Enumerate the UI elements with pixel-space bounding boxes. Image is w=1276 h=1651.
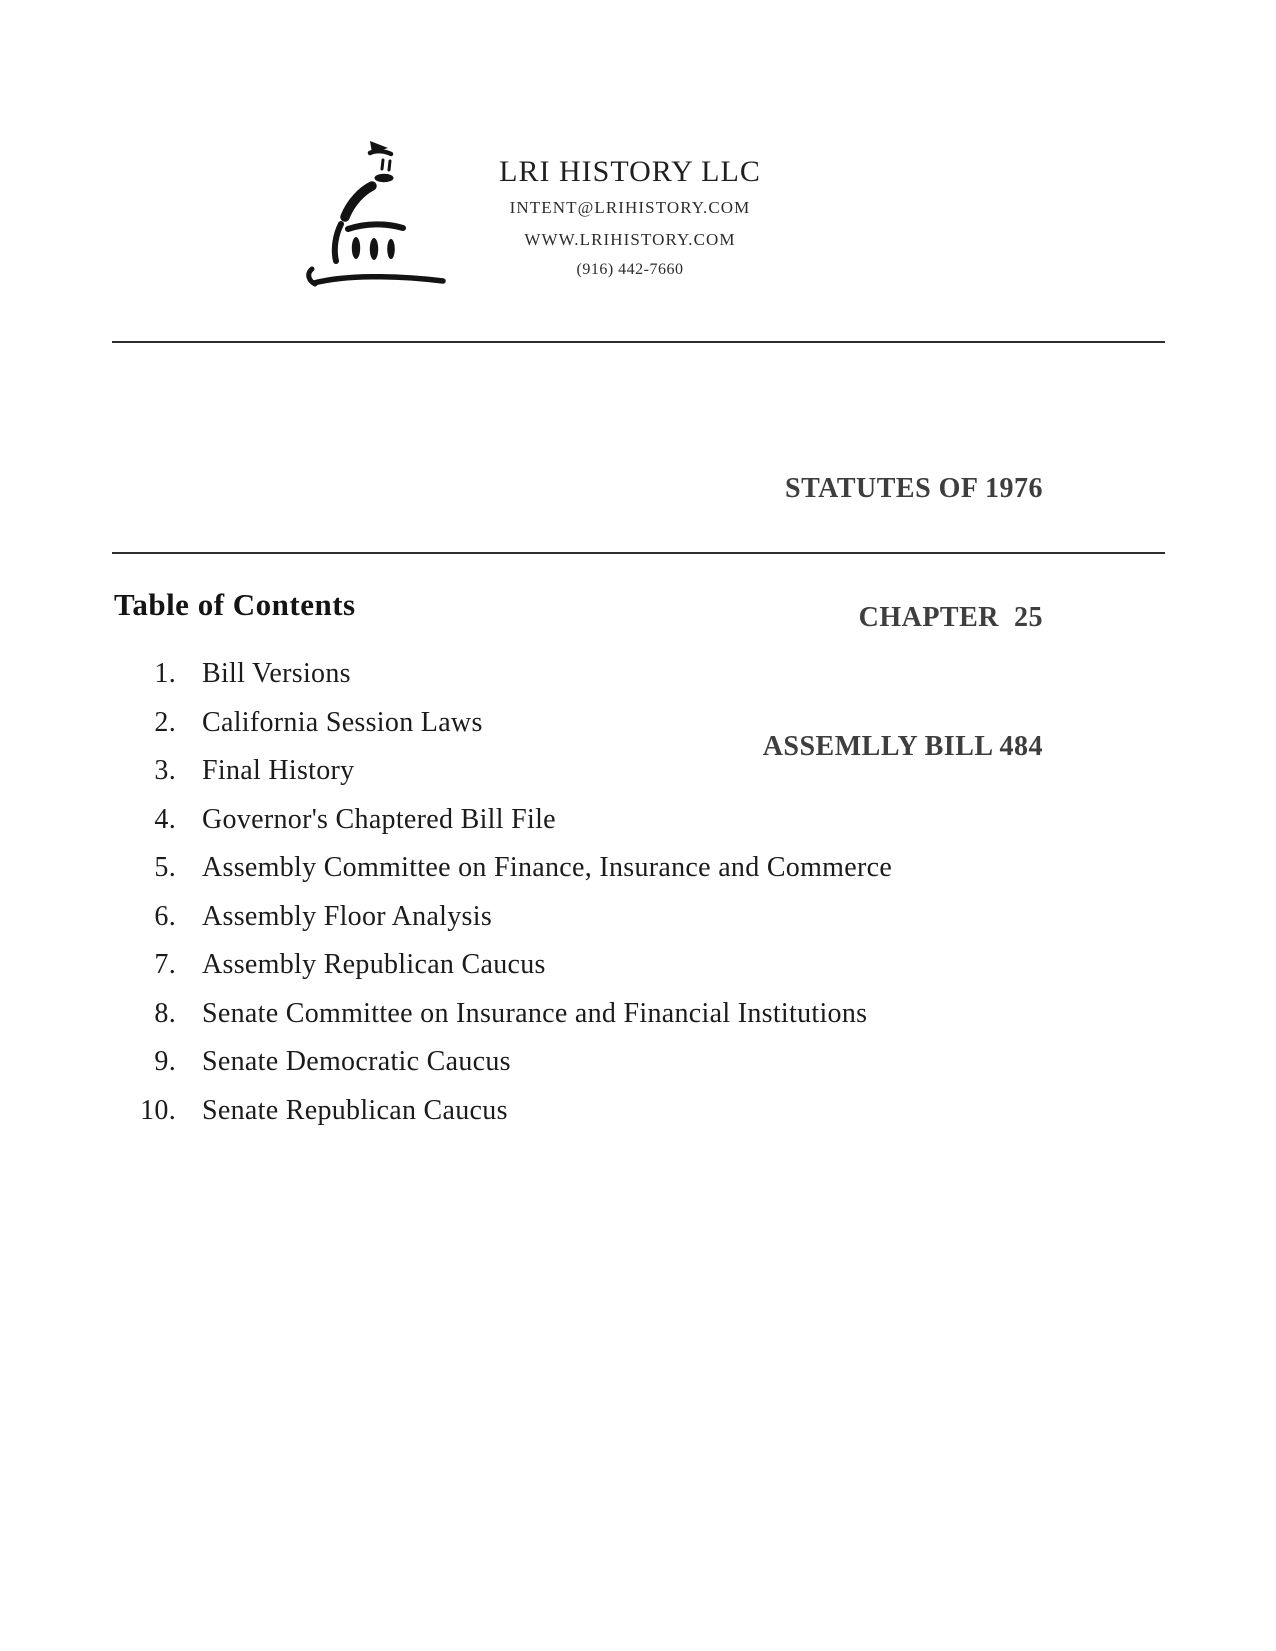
- list-item: [114, 941, 1114, 990]
- list-item-number: 9.: [154, 1046, 176, 1077]
- toc-heading: Table of Contents: [114, 587, 356, 622]
- list-item-label: Senate Democratic Caucus: [202, 1046, 511, 1077]
- list-item-number: 10.: [140, 1094, 176, 1126]
- statute-line-statutes: STATUTES OF 1976: [785, 473, 1043, 504]
- list-item-label: Senate Republican Caucus: [202, 1094, 508, 1126]
- list-item-label: California Session Laws: [202, 706, 483, 738]
- list-item: [114, 1087, 1114, 1136]
- list-item-label: Bill Versions: [202, 658, 351, 689]
- list-item-label: Assembly Republican Caucus: [202, 949, 546, 980]
- list-item-label: Final History: [202, 755, 355, 786]
- list-item-number: 7.: [154, 949, 176, 980]
- list-item: [114, 747, 1114, 796]
- statute-line-chapter: CHAPTER 25: [858, 602, 1043, 633]
- list-item-number: 6.: [154, 900, 176, 932]
- list-item: [114, 1038, 1114, 1087]
- horizontal-divider-middle: [112, 552, 1165, 554]
- list-item: [114, 893, 1114, 942]
- toc-list: [114, 650, 1114, 1135]
- list-item: [114, 796, 1114, 845]
- letterhead: [410, 152, 850, 284]
- email-text: INTENT@LRIHISTORY.COM: [509, 198, 751, 217]
- horizontal-divider-top: [112, 341, 1165, 343]
- list-item-label: Governor's Chaptered Bill File: [202, 803, 556, 835]
- list-item-number: 4.: [154, 803, 176, 835]
- list-item-number: 8.: [154, 997, 176, 1029]
- statute-line-bill: ASSEMLLY BILL 484: [762, 731, 1043, 762]
- list-item: [114, 990, 1114, 1039]
- list-item-number: 5.: [154, 852, 176, 883]
- website-text: WWW.LRIHISTORY.COM: [524, 230, 736, 249]
- list-item-number: 2.: [154, 706, 176, 738]
- list-item-label: Assembly Floor Analysis: [202, 900, 493, 932]
- list-item: [114, 650, 1114, 699]
- company-name: LRI HISTORY LLC: [499, 155, 761, 188]
- list-item-label: Assembly Committee on Finance, Insurance and Commerce: [202, 852, 893, 883]
- list-item-label: Senate Committee on Insurance and Financial Institutions: [202, 997, 868, 1029]
- list-item: [114, 699, 1114, 748]
- list-item: [114, 844, 1114, 893]
- list-item-number: 1.: [154, 658, 176, 689]
- list-item-number: 3.: [154, 755, 176, 786]
- phone-text: (916) 442-7660: [576, 261, 684, 278]
